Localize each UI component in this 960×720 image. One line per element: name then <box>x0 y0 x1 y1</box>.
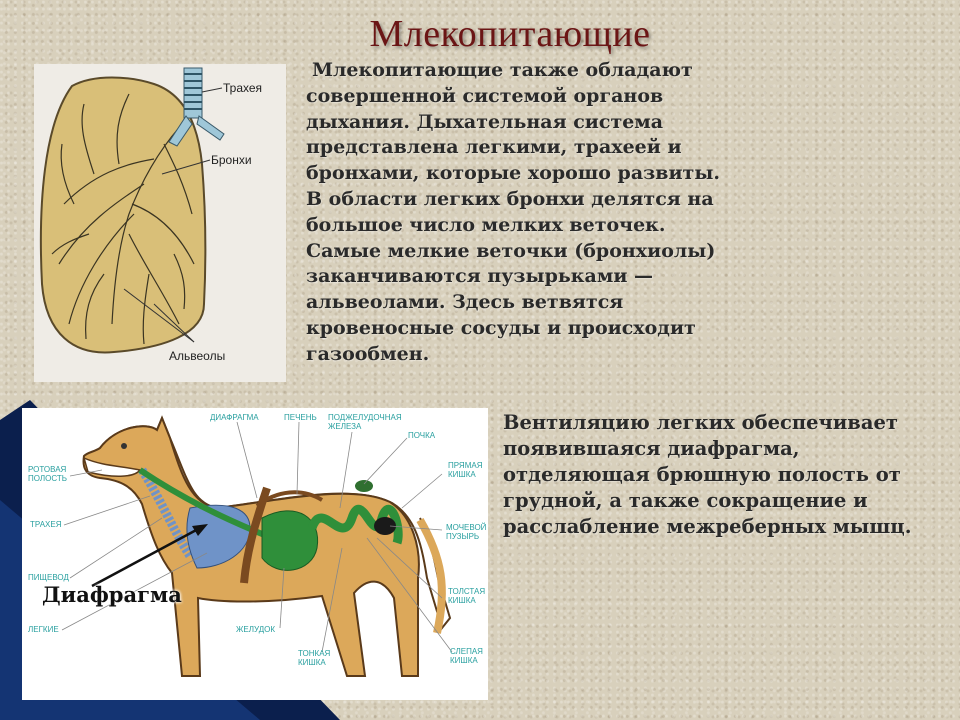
lung-illustration <box>34 64 286 382</box>
slide-title: Млекопитающие <box>369 13 651 55</box>
label-esophagus: ПИЩЕВОД <box>28 573 69 582</box>
lung-drawing <box>34 64 286 382</box>
dog-stomach <box>262 511 318 571</box>
paragraph-respiratory-system: Млекопитающие также обладают совершенной системой органов дыхания. Дыхательная система представлена легкими, трахеей и бронхами, которые хорошо развиты. В области легких бронхи делятся на большое число мелких веточек. Самые мелкие веточки (бронхиолы) заканчиваются пузырьками — альвеолами. Здесь ветвятся кровеносные сосуды и происходит газообмен. <box>306 59 720 365</box>
paragraph-lung-ventilation: Вентиляцию легких обеспечивает появившаяся диафрагма, отделяющая брюшную полость от грудной, а также сокращение и расслабление межреберных мышц. <box>503 411 912 538</box>
label-bladder-2: ПУЗЫРЬ <box>446 532 480 541</box>
label-stomach: ЖЕЛУДОК <box>236 625 275 634</box>
label-diaphragm: ДИАФРАГМА <box>210 413 259 422</box>
lung-shape <box>41 78 205 353</box>
dog-kidney <box>355 480 373 492</box>
label-small-int-2: КИШКА <box>298 658 326 667</box>
label-pancreas-1: ПОДЖЕЛУДОЧНАЯ <box>328 413 402 422</box>
label-large-int-2: КИШКА <box>448 596 476 605</box>
label-pancreas-2: ЖЕЛЕЗА <box>328 422 362 431</box>
label-bronchi: Бронхи <box>211 153 252 167</box>
label-oral-1: РОТОВАЯ <box>28 465 67 474</box>
label-alveoli: Альвеолы <box>169 349 226 363</box>
label-trachea: Трахея <box>223 81 263 95</box>
label-rectum-2: КИШКА <box>448 470 476 479</box>
dog-anatomy-illustration <box>22 408 488 700</box>
label-caecum-1: СЛЕПАЯ <box>450 647 483 656</box>
label-kidney: ПОЧКА <box>408 431 436 440</box>
label-rectum-1: ПРЯМАЯ <box>448 461 483 470</box>
label-liver: ПЕЧЕНЬ <box>284 413 317 422</box>
label-trachea-dog: ТРАХЕЯ <box>30 520 62 529</box>
label-lungs-dog: ЛЕГКИЕ <box>28 625 59 634</box>
label-bladder-1: МОЧЕВОЙ <box>446 523 487 532</box>
dog-drawing <box>22 408 488 700</box>
label-oral-2: ПОЛОСТЬ <box>28 474 68 483</box>
diaphragm-overlay-label: Диафрагма <box>42 582 182 607</box>
label-small-int-1: ТОНКАЯ <box>298 649 331 658</box>
label-large-int-1: ТОЛСТАЯ <box>448 587 486 596</box>
label-caecum-2: КИШКА <box>450 656 478 665</box>
